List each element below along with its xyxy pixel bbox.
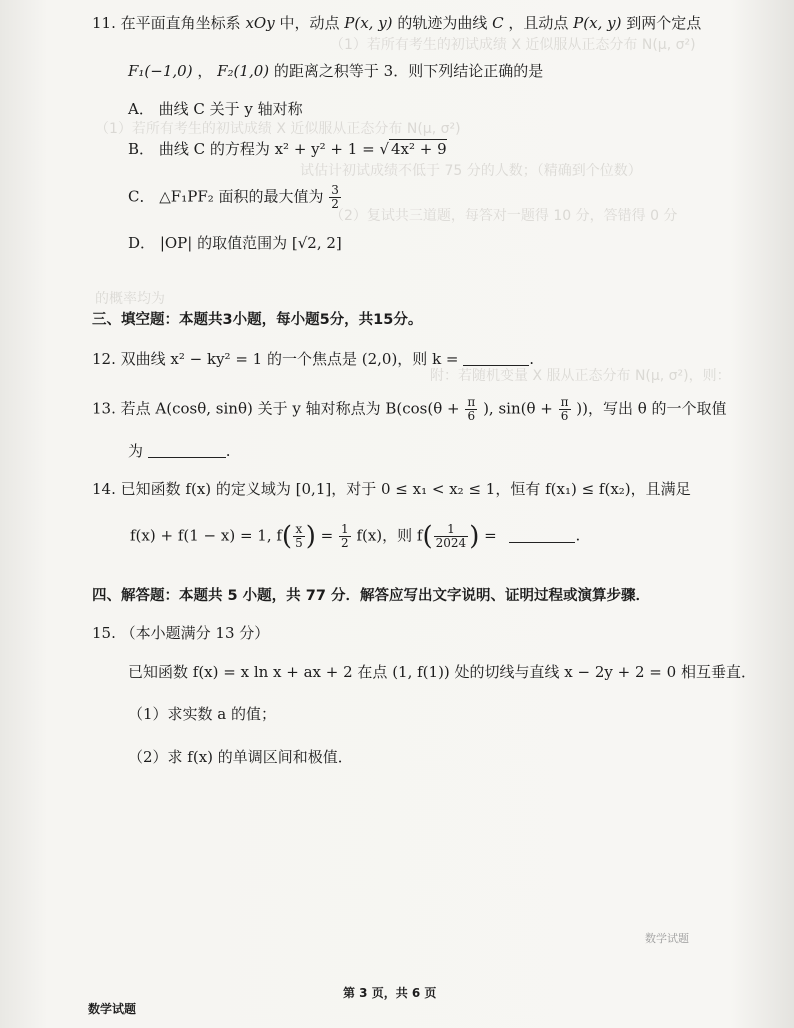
question-13-line1: 13. 若点 A(cosθ, sinθ) 关于 y 轴对称点为 B(cos(θ + $\frac{\pi}{6}$ ), sin(θ + $\frac{\pi}{6}$ ))，写出 θ 的一个取值 bbox=[92, 395, 727, 423]
question-12: 12. 双曲线 x² − ky² = 1 的一个焦点是 (2,0)，则 k = . bbox=[92, 350, 535, 368]
question-15-part-2: （2）求 f(x) 的单调区间和极值． bbox=[128, 748, 353, 766]
ghost-text: （2）复试共三道题，每答对一题得 10 分，答错得 0 分 bbox=[330, 208, 678, 224]
ghost-text: 的概率均为 bbox=[95, 291, 165, 307]
fraction: $\frac{\pi}{6}$ bbox=[467, 395, 476, 423]
question-15-stem: 已知函数 f(x) = x ln x + ax + 2 在点 (1, f(1)) 处的切线与直线 x − 2y + 2 = 0 相互垂直． bbox=[128, 663, 756, 681]
fraction: $\frac{1}{2}$ bbox=[341, 522, 349, 550]
section-3-heading: 三、填空题：本题共3小题，每小题5分，共15分。 bbox=[92, 312, 423, 328]
footer-subject-left: 数学试题 bbox=[88, 1002, 137, 1016]
fraction: $\frac{1}{2024}$ bbox=[435, 522, 467, 550]
footer-subject-right: 数学试题 bbox=[645, 932, 689, 945]
fraction: $\frac{\pi}{6}$ bbox=[560, 395, 569, 423]
option-c: C． △F₁PF₂ 面积的最大值为 $\frac{3}{2}$ bbox=[128, 183, 339, 211]
question-15-header bbox=[92, 622, 269, 644]
answer-blank bbox=[463, 351, 529, 366]
option-a: A． 曲线 C 关于 y 轴对称 bbox=[128, 100, 303, 118]
question-number: 11. bbox=[92, 14, 116, 32]
question-number: 14. bbox=[92, 480, 116, 498]
question-number: 12. bbox=[92, 350, 116, 368]
question-14-line1: 14. 已知函数 f(x) 的定义域为 [0,1]，对于 0 ≤ x₁ < x₂ ≤ 1，恒有 f(x₁) ≤ f(x₂)，且满足 bbox=[92, 480, 691, 498]
ghost-text: 附：若随机变量 X 服从正态分布 N(μ, σ²)，则： bbox=[430, 368, 731, 384]
answer-blank bbox=[509, 528, 575, 543]
score-note: （本小题满分 13 分） bbox=[120, 624, 270, 642]
question-13-line2: 为 . bbox=[128, 442, 231, 460]
fraction: $\frac{x}{5}$ bbox=[295, 522, 303, 550]
question-number: 13. bbox=[92, 399, 116, 418]
question-11-stem-line2: F₁(−1,0) ， F₂(1,0) 的距离之积等于 3．则下列结论正确的是 bbox=[128, 62, 544, 80]
fraction: $\frac{3}{2}$ bbox=[331, 183, 339, 211]
section-4-heading: 四、解答题：本题共 5 小题，共 77 分．解答应写出文字说明、证明过程或演算步骤． bbox=[92, 588, 650, 604]
answer-blank bbox=[148, 443, 226, 458]
question-15-part-1: （1）求实数 a 的值； bbox=[128, 705, 277, 723]
question-number: 15. bbox=[92, 624, 116, 642]
ghost-text: （1）若所有考生的初试成绩 X 近似服从正态分布 N(μ, σ²) bbox=[330, 37, 696, 53]
ghost-text: 试估计初试成绩不低于 75 分的人数；（精确到个位数） bbox=[300, 163, 642, 179]
option-d: D． |OP| 的取值范围为 [√2, 2] bbox=[128, 234, 342, 252]
option-b: B． 曲线 C 的方程为 x² + y² + 1 = √ 4x² + 9 bbox=[128, 140, 447, 158]
sqrt-expression: 4x² + 9 bbox=[391, 140, 447, 158]
question-11-stem-line1: 11. 在平面直角坐标系 xOy 中，动点 P(x, y) 的轨迹为曲线 C ，且动点 P(x, y) 到两个定点 bbox=[92, 14, 702, 32]
page-number: 第 3 页，共 6 页 bbox=[343, 986, 437, 1000]
ghost-text: （1）若所有考生的初试成绩 X 近似服从正态分布 N(μ, σ²) bbox=[95, 121, 461, 137]
question-14-line2: f(x) + f(1 − x) = 1, f( $\frac{x}{5}$ ) = $\frac{1}{2}$ f(x)，则 f( $\frac{1}{2024}$ ) = . bbox=[130, 521, 581, 552]
